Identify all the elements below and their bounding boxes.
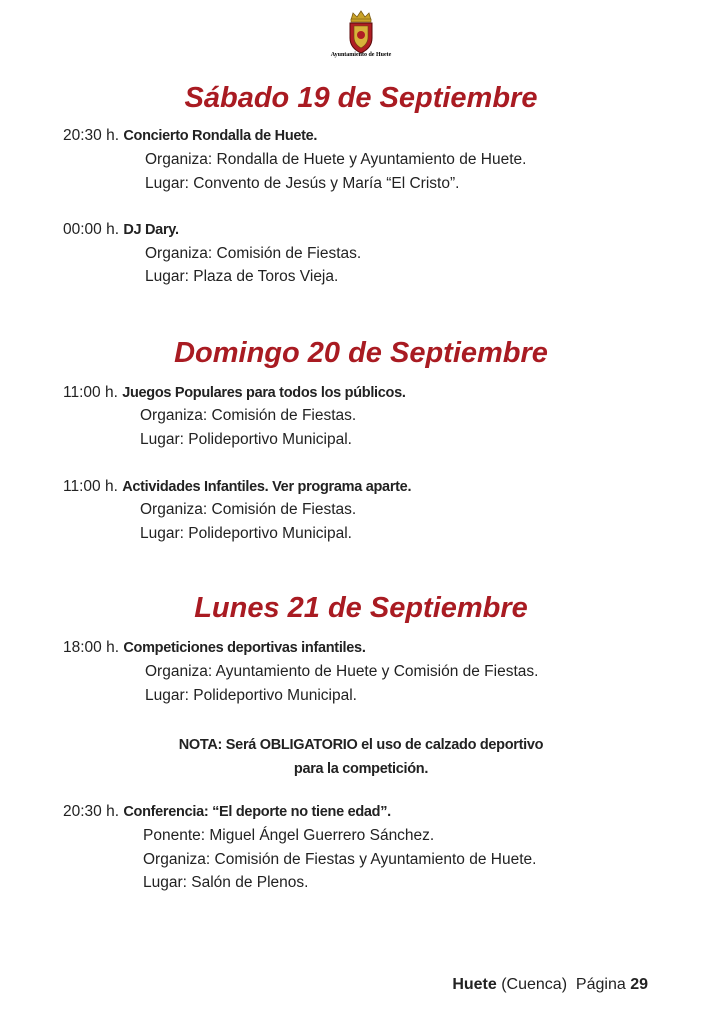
event-organizer: Organiza: Ayuntamiento de Huete y Comisión de Fiestas. bbox=[145, 663, 539, 680]
event-line bbox=[63, 220, 179, 240]
footer-province: (Cuenca) bbox=[501, 976, 568, 993]
footer-town: Huete bbox=[452, 976, 497, 993]
town-crest-logo bbox=[343, 8, 379, 56]
event-organizer: Organiza: Comisión de Fiestas. bbox=[140, 501, 357, 518]
crest-caption: Ayuntamiento de Huete bbox=[330, 52, 392, 58]
event-location: Lugar: Polideportivo Municipal. bbox=[140, 431, 352, 448]
event-time: 11:00 h. bbox=[63, 384, 118, 401]
event-name: Juegos Populares para todos los públicos. bbox=[122, 385, 406, 401]
event-time: 20:30 h. bbox=[63, 127, 120, 144]
event-organizer: Organiza: Comisión de Fiestas. bbox=[140, 407, 357, 424]
note-line: para la competición. bbox=[293, 761, 429, 777]
event-location: Lugar: Plaza de Toros Vieja. bbox=[145, 268, 339, 285]
event-location: Lugar: Salón de Plenos. bbox=[143, 874, 309, 891]
event-name: Competiciones deportivas infantiles. bbox=[123, 640, 366, 656]
event-name: Concierto Rondalla de Huete. bbox=[123, 128, 318, 144]
day-title-domingo: Domingo 20 de Septiembre bbox=[174, 337, 548, 369]
page-footer bbox=[452, 976, 648, 994]
footer-page-label: Página bbox=[575, 976, 626, 993]
event-line bbox=[63, 383, 406, 403]
event-location: Lugar: Polideportivo Municipal. bbox=[140, 525, 352, 542]
event-name: Actividades Infantiles. Ver programa aparte. bbox=[122, 479, 412, 495]
event-time: 20:30 h. bbox=[63, 803, 120, 820]
event-time: 18:00 h. bbox=[63, 639, 120, 656]
event-location: Lugar: Polideportivo Municipal. bbox=[145, 687, 357, 704]
event-location: Lugar: Convento de Jesús y María “El Cristo”. bbox=[145, 175, 460, 192]
event-name: DJ Dary. bbox=[123, 222, 179, 238]
event-organizer: Organiza: Comisión de Fiestas. bbox=[145, 245, 362, 262]
day-title-sabado: Sábado 19 de Septiembre bbox=[184, 82, 538, 114]
event-line bbox=[63, 802, 391, 822]
event-organizer: Organiza: Rondalla de Huete y Ayuntamiento de Huete. bbox=[145, 151, 527, 168]
footer-page-number: 29 bbox=[630, 976, 648, 993]
note-line: NOTA: Será OBLIGATORIO el uso de calzado deportivo bbox=[178, 737, 544, 753]
event-organizer: Organiza: Comisión de Fiestas y Ayuntamiento de Huete. bbox=[143, 851, 537, 868]
event-name: Conferencia: “El deporte no tiene edad”. bbox=[123, 804, 391, 820]
event-speaker: Ponente: Miguel Ángel Guerrero Sánchez. bbox=[143, 827, 435, 844]
event-line bbox=[63, 477, 411, 497]
event-time: 00:00 h. bbox=[63, 221, 120, 238]
event-time: 11:00 h. bbox=[63, 478, 118, 495]
day-title-lunes: Lunes 21 de Septiembre bbox=[194, 592, 528, 624]
event-line bbox=[63, 126, 317, 146]
event-line bbox=[63, 638, 366, 658]
